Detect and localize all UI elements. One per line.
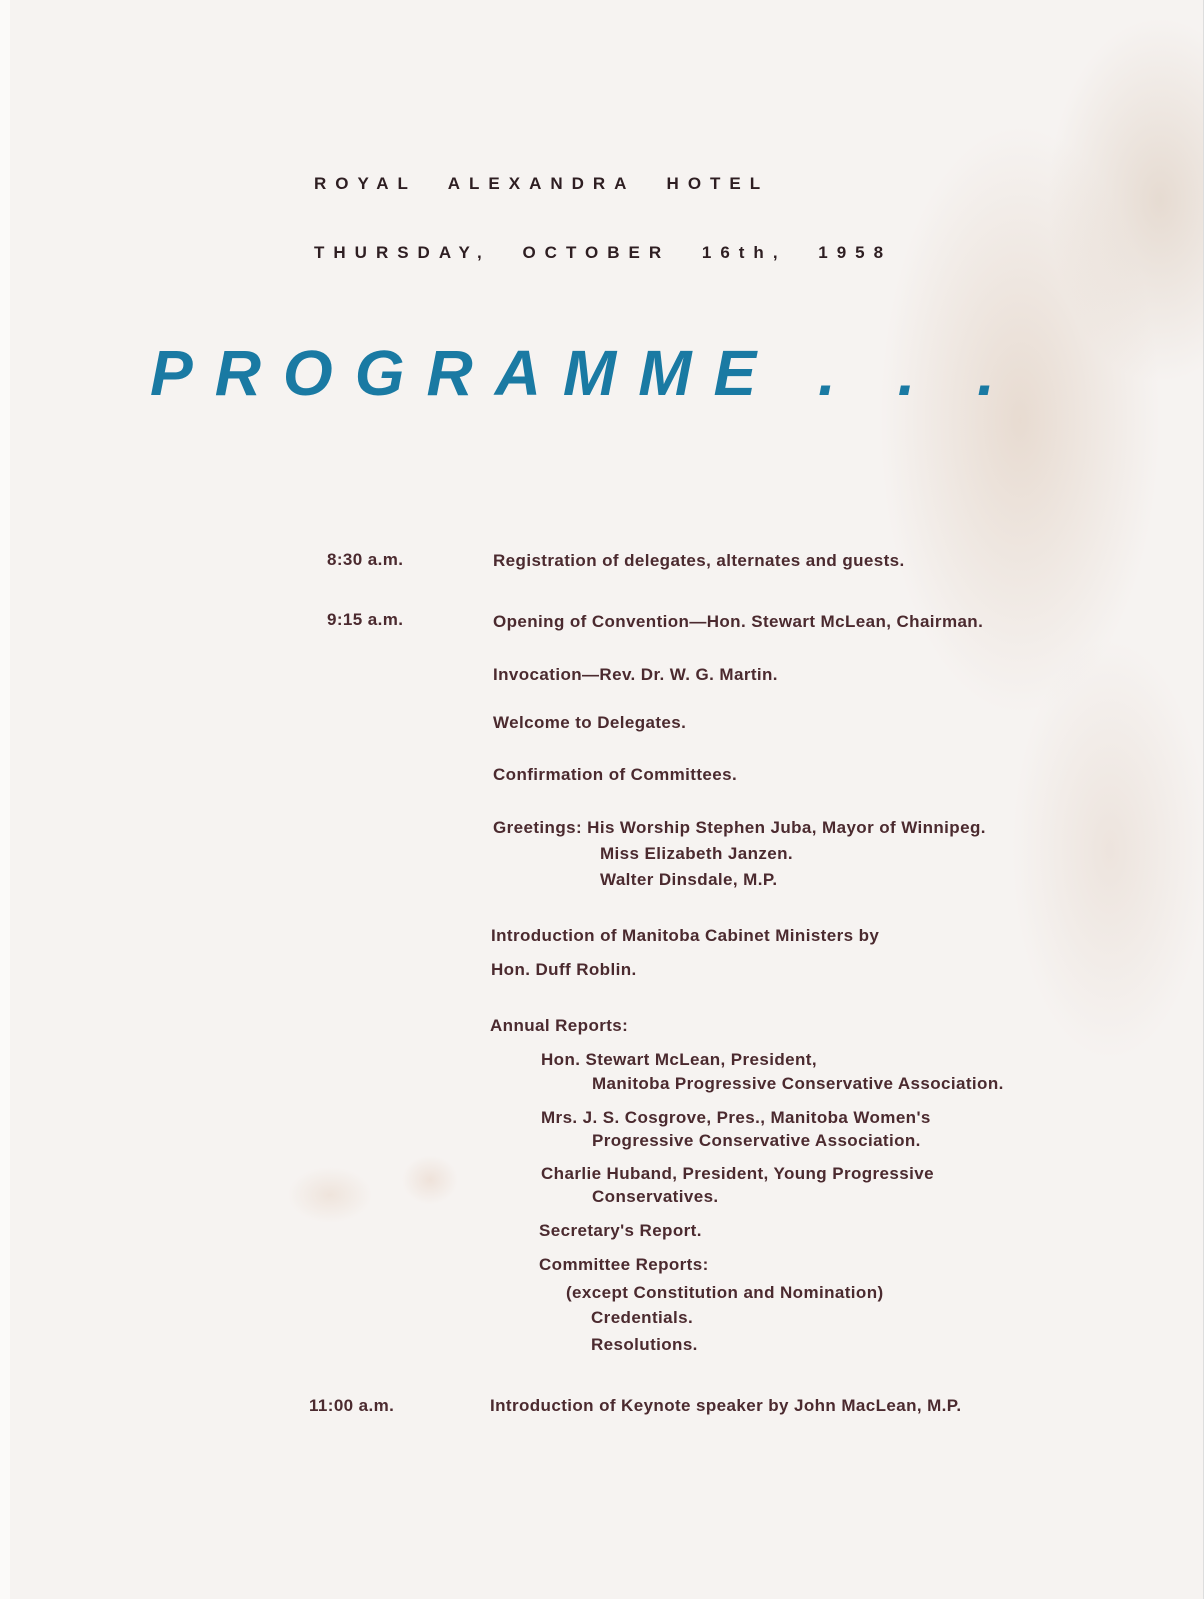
report-line: Conservatives. [592, 1187, 719, 1206]
introduction-line: Hon. Duff Roblin. [491, 960, 637, 979]
registration-item: Registration of delegates, alternates and guests. [493, 551, 905, 570]
report-line: Manitoba Progressive Conservative Association. [592, 1074, 1004, 1093]
committee-note: (except Constitution and Nomination) [566, 1283, 884, 1302]
introduction-line: Introduction of Manitoba Cabinet Ministers by [491, 926, 880, 945]
annual-reports-heading: Annual Reports: [490, 1016, 629, 1035]
committee-reports-heading: Committee Reports: [539, 1255, 709, 1274]
invocation-item: Invocation—Rev. Dr. W. G. Martin. [493, 665, 778, 684]
report-line: Charlie Huband, President, Young Progressive [541, 1164, 934, 1183]
secretary-report: Secretary's Report. [539, 1221, 702, 1240]
committee-item: Resolutions. [591, 1335, 698, 1354]
venue-heading: ROYAL ALEXANDRA HOTEL [314, 174, 770, 193]
greetings-line: Walter Dinsdale, M.P. [600, 870, 778, 889]
report-line: Progressive Conservative Association. [592, 1131, 921, 1150]
keynote-item: Introduction of Keynote speaker by John MacLean, M.P. [490, 1396, 962, 1415]
committee-item: Credentials. [591, 1308, 694, 1327]
time-1100: 11:00 a.m. [309, 1396, 395, 1415]
programme-title: PROGRAMME . . . [150, 337, 1017, 409]
report-line: Hon. Stewart McLean, President, [541, 1050, 817, 1069]
welcome-item: Welcome to Delegates. [493, 713, 687, 732]
greetings-line: Greetings: His Worship Stephen Juba, Mayor of Winnipeg. [493, 818, 986, 837]
date-heading: THURSDAY, OCTOBER 16th, 1958 [314, 243, 893, 262]
time-915: 9:15 a.m. [327, 610, 404, 629]
opening-item: Opening of Convention—Hon. Stewart McLean, Chairman. [493, 612, 984, 631]
time-830: 8:30 a.m. [327, 550, 404, 569]
report-line: Mrs. J. S. Cosgrove, Pres., Manitoba Women's [541, 1108, 931, 1127]
greetings-line: Miss Elizabeth Janzen. [600, 844, 794, 863]
confirmation-item: Confirmation of Committees. [493, 765, 738, 784]
